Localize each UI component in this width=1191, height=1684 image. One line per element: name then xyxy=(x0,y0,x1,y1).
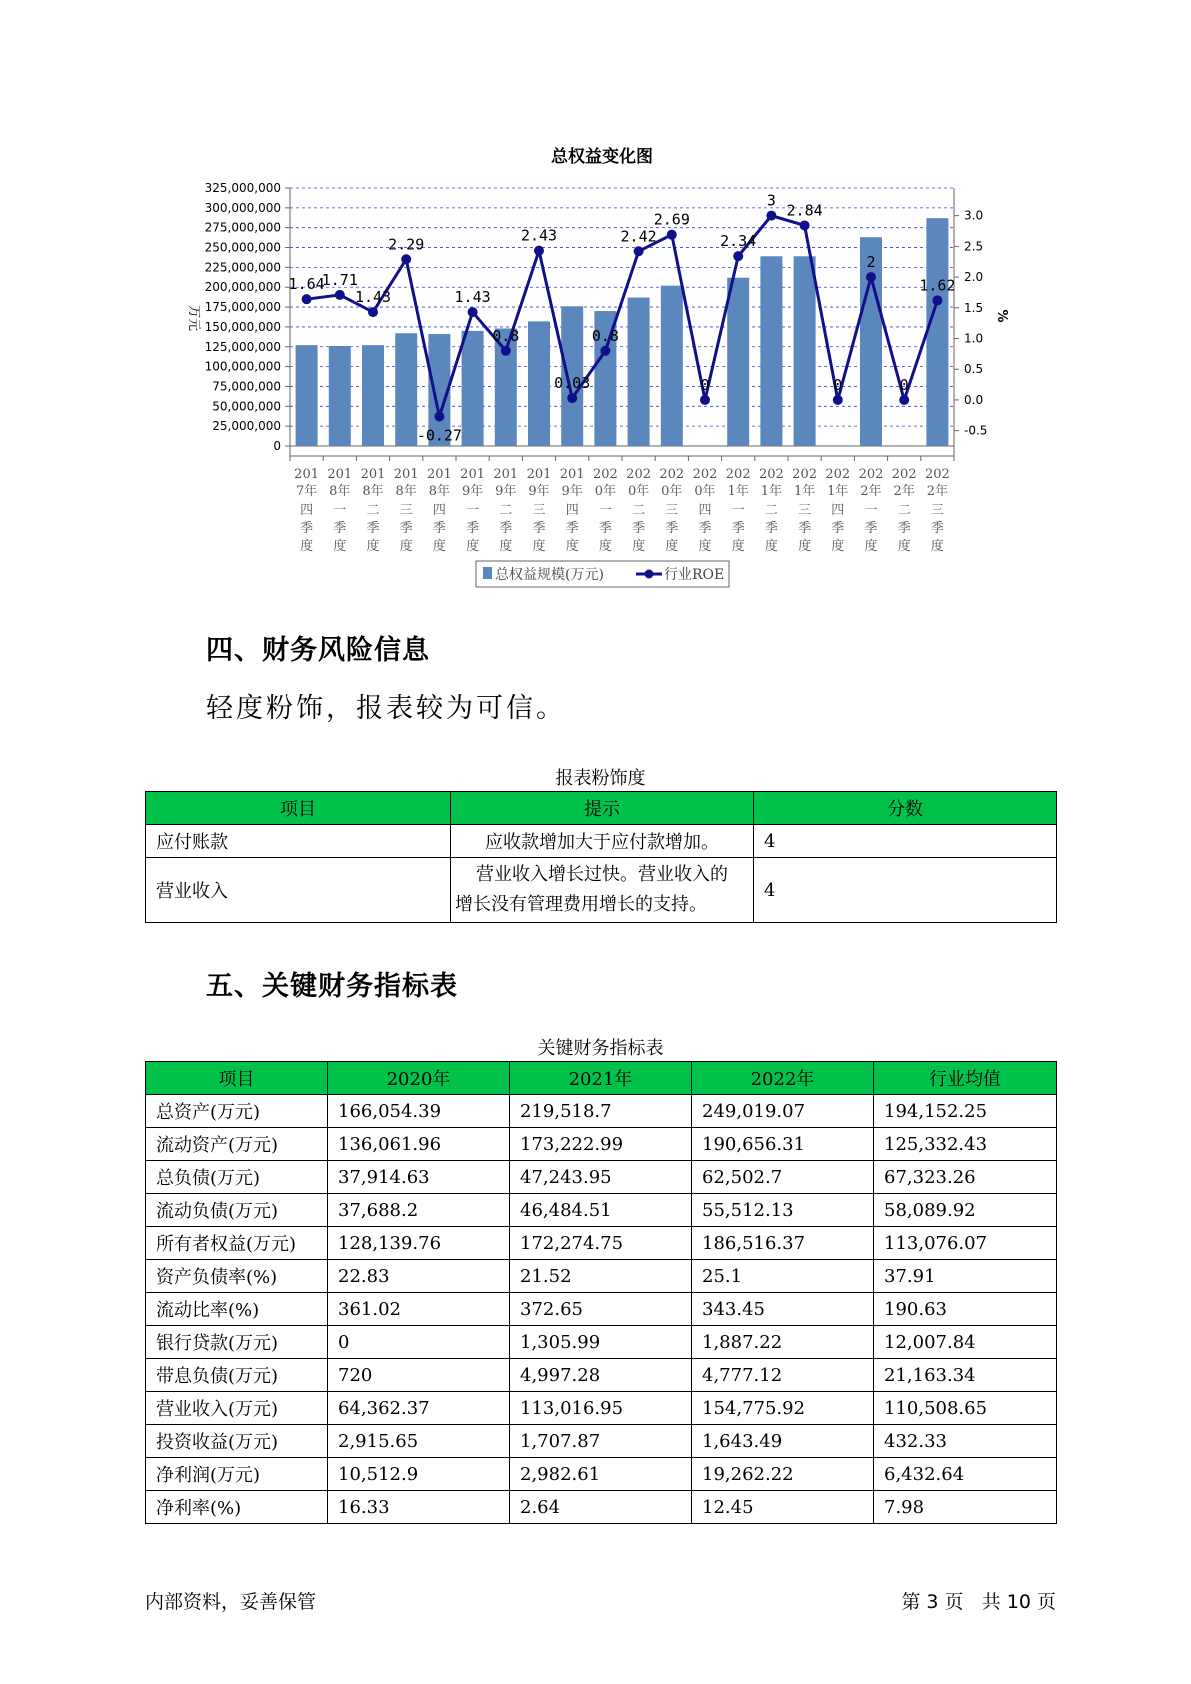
bar xyxy=(462,331,484,446)
indicator-value: 136,061.96 xyxy=(328,1128,510,1161)
roe-point xyxy=(302,294,312,304)
risk-score: 4 xyxy=(754,858,1057,923)
table-row xyxy=(146,1128,1057,1161)
indicator-value: 37,688.2 xyxy=(328,1194,510,1227)
table-row xyxy=(146,825,1057,858)
indicator-name: 净利率(%) xyxy=(146,1491,328,1524)
table-row xyxy=(146,1392,1057,1425)
y-left-tick-label: 300,000,000 xyxy=(204,200,281,215)
indicator-name: 流动资产(万元) xyxy=(146,1128,328,1161)
indicator-value: 2.64 xyxy=(510,1491,692,1524)
risk-score: 4 xyxy=(754,825,1057,858)
bar xyxy=(628,298,650,446)
x-tick-label: 度 xyxy=(565,539,579,554)
x-tick-label: 三 xyxy=(930,503,944,518)
table-row xyxy=(146,1260,1057,1293)
indicator-name: 银行贷款(万元) xyxy=(146,1326,328,1359)
indicator-value: 125,332.43 xyxy=(874,1128,1057,1161)
indicator-value: 432.33 xyxy=(874,1425,1057,1458)
x-tick-label: 8年 xyxy=(395,484,417,499)
roe-point xyxy=(634,246,644,256)
x-tick-label: 8年 xyxy=(362,484,384,499)
indicator-value: 219,518.7 xyxy=(510,1095,692,1128)
indicator-value: 113,076.07 xyxy=(874,1227,1057,1260)
indicator-value: 1,887.22 xyxy=(692,1326,874,1359)
indicator-value: 372.65 xyxy=(510,1293,692,1326)
x-tick-label: 201 xyxy=(327,467,353,482)
indicator-name: 资产负债率(%) xyxy=(146,1260,328,1293)
x-tick-label: 季 xyxy=(333,521,347,536)
x-tick-label: 季 xyxy=(399,521,413,536)
x-tick-label: 季 xyxy=(632,521,646,536)
section4-heading: 四、财务风险信息 xyxy=(206,635,430,666)
y-left-tick-label: 325,000,000 xyxy=(204,181,281,195)
indicator-value: 249,019.07 xyxy=(692,1095,874,1128)
y-left-tick-label: 200,000,000 xyxy=(204,280,281,295)
roe-data-label: 1.43 xyxy=(354,288,392,307)
y-left-tick-label: 150,000,000 xyxy=(204,319,281,334)
indicator-value: 173,222.99 xyxy=(510,1128,692,1161)
x-tick-label: 季 xyxy=(764,521,778,536)
indicator-value: 361.02 xyxy=(328,1293,510,1326)
x-tick-label: 201 xyxy=(460,467,486,482)
bar xyxy=(760,256,782,446)
x-tick-label: 度 xyxy=(499,539,513,554)
page-number: 第 3 页 共 10 页 xyxy=(901,1591,1056,1613)
bar xyxy=(329,346,351,446)
roe-data-label: 0 xyxy=(833,375,843,394)
table-row xyxy=(146,1194,1057,1227)
indicator-value: 190,656.31 xyxy=(692,1128,874,1161)
section5-heading: 五、关键财务指标表 xyxy=(206,971,458,1002)
legend-line-label: 行业ROE xyxy=(664,567,725,583)
legend-line-marker xyxy=(645,570,654,579)
indicator-value: 154,775.92 xyxy=(692,1392,874,1425)
roe-point xyxy=(866,272,876,282)
indicator-value: 194,152.25 xyxy=(874,1095,1057,1128)
roe-data-label: 2.43 xyxy=(520,226,558,245)
roe-point xyxy=(833,395,843,405)
x-tick-label: 0年 xyxy=(627,484,650,499)
indicator-value: 12.45 xyxy=(692,1491,874,1524)
y-left-tick-label: 0 xyxy=(273,439,281,453)
x-tick-label: 度 xyxy=(399,539,413,554)
roe-point xyxy=(501,346,511,356)
x-tick-label: 9年 xyxy=(528,484,550,499)
indicator-value: 16.33 xyxy=(328,1491,510,1524)
risk-header-score: 分数 xyxy=(754,792,1057,825)
indicator-value: 2,915.65 xyxy=(328,1425,510,1458)
x-tick-label: 0年 xyxy=(594,484,617,499)
x-tick-label: 季 xyxy=(466,521,480,536)
x-tick-label: 度 xyxy=(432,539,446,554)
indicator-value: 25.1 xyxy=(692,1260,874,1293)
footer-note: 内部资料，妥善保管 xyxy=(145,1591,317,1613)
roe-point xyxy=(932,295,942,305)
roe-point xyxy=(534,246,544,256)
x-tick-label: 一 xyxy=(333,503,347,518)
roe-data-label: -0.27 xyxy=(416,426,462,445)
x-tick-label: 季 xyxy=(930,521,944,536)
indicator-value: 186,516.37 xyxy=(692,1227,874,1260)
x-tick-label: 四 xyxy=(300,503,314,518)
roe-point xyxy=(899,395,909,405)
x-tick-label: 三 xyxy=(665,503,679,518)
x-tick-label: 二 xyxy=(764,503,778,518)
y-left-tick-label: 175,000,000 xyxy=(204,300,281,315)
roe-point xyxy=(600,346,610,356)
table-row xyxy=(146,858,1057,923)
x-tick-label: 度 xyxy=(598,539,612,554)
x-tick-label: 201 xyxy=(559,467,585,482)
indicator-value: 46,484.51 xyxy=(510,1194,692,1227)
x-tick-label: 201 xyxy=(360,467,386,482)
x-tick-label: 202 xyxy=(725,467,751,482)
x-tick-label: 2年 xyxy=(926,484,949,499)
risk-hint: 应收款增加大于应付款增加。 xyxy=(451,825,754,858)
roe-data-label: 0 xyxy=(700,375,710,394)
indicator-value: 172,274.75 xyxy=(510,1227,692,1260)
y-right-tick-label: 2.5 xyxy=(964,239,984,254)
indicator-value: 1,305.99 xyxy=(510,1326,692,1359)
indicator-value: 62,502.7 xyxy=(692,1161,874,1194)
y-left-tick-label: 75,000,000 xyxy=(212,379,281,394)
risk-item: 应付账款 xyxy=(146,825,451,858)
x-tick-label: 0年 xyxy=(694,484,716,499)
legend-bar-swatch xyxy=(483,567,492,579)
bar xyxy=(727,278,749,446)
x-tick-label: 季 xyxy=(831,521,845,536)
x-tick-label: 7年 xyxy=(295,484,318,499)
indicator-name: 营业收入(万元) xyxy=(146,1392,328,1425)
indicator-value: 113,016.95 xyxy=(510,1392,692,1425)
roe-data-label: 0.03 xyxy=(554,374,591,393)
roe-data-label: 1.62 xyxy=(919,276,956,295)
bar xyxy=(794,256,816,446)
x-tick-label: 8年 xyxy=(329,484,351,499)
x-tick-label: 季 xyxy=(864,521,878,536)
roe-data-label: 0.8 xyxy=(591,326,619,345)
roe-data-label: 2.34 xyxy=(720,232,757,251)
x-tick-label: 9年 xyxy=(495,484,517,499)
x-tick-label: 201 xyxy=(493,467,519,482)
x-tick-label: 度 xyxy=(665,539,679,554)
roe-point xyxy=(667,230,677,240)
table-row xyxy=(146,1095,1057,1128)
indicator-value: 4,997.28 xyxy=(510,1359,692,1392)
indicator-value: 58,089.92 xyxy=(874,1194,1057,1227)
y-left-tick-label: 50,000,000 xyxy=(212,399,281,414)
roe-data-label: 3 xyxy=(766,191,776,210)
x-tick-label: 度 xyxy=(930,539,944,554)
indicator-value: 21,163.34 xyxy=(874,1359,1057,1392)
x-tick-label: 一 xyxy=(864,503,878,518)
x-tick-label: 2年 xyxy=(893,484,915,499)
indicator-value: 166,054.39 xyxy=(328,1095,510,1128)
x-tick-label: 季 xyxy=(432,521,446,536)
x-tick-label: 201 xyxy=(294,467,320,482)
x-tick-label: 度 xyxy=(897,539,911,554)
roe-data-label: 2.42 xyxy=(620,227,657,246)
x-tick-label: 一 xyxy=(598,503,612,518)
roe-point xyxy=(401,254,411,264)
roe-data-label: 2.69 xyxy=(653,210,690,229)
x-tick-label: 202 xyxy=(825,467,851,482)
roe-point xyxy=(335,290,345,300)
table-row xyxy=(146,1458,1057,1491)
x-tick-label: 8年 xyxy=(428,484,451,499)
x-tick-label: 季 xyxy=(698,521,712,536)
x-tick-label: 季 xyxy=(665,521,679,536)
x-tick-label: 度 xyxy=(798,539,812,554)
y-right-label: % xyxy=(994,309,1009,323)
x-tick-label: 度 xyxy=(864,539,878,554)
roe-data-label: 2 xyxy=(866,253,876,272)
x-tick-label: 季 xyxy=(565,521,579,536)
x-tick-label: 度 xyxy=(532,539,546,554)
x-tick-label: 9年 xyxy=(561,484,583,499)
risk-summary: 轻度粉饰，报表较为可信。 xyxy=(206,693,566,724)
bar xyxy=(395,333,417,446)
roe-point xyxy=(567,393,577,403)
y-right-tick-label: 1.5 xyxy=(964,300,984,315)
x-tick-label: 四 xyxy=(565,503,579,518)
equity-chart xyxy=(0,0,1191,600)
indicator-name: 所有者权益(万元) xyxy=(146,1227,328,1260)
indicator-value: 37.91 xyxy=(874,1260,1057,1293)
legend-bar-label: 总权益规模(万元) xyxy=(495,567,604,583)
x-tick-label: 202 xyxy=(891,467,917,482)
indicator-value: 55,512.13 xyxy=(692,1194,874,1227)
indicator-name: 流动负债(万元) xyxy=(146,1194,328,1227)
x-tick-label: 202 xyxy=(758,467,784,482)
x-tick-label: 三 xyxy=(399,503,413,518)
x-tick-label: 1年 xyxy=(827,484,849,499)
x-tick-label: 202 xyxy=(692,467,718,482)
bar xyxy=(296,345,318,446)
roe-point xyxy=(468,307,478,317)
roe-point xyxy=(700,395,710,405)
y-right-tick-label: 1.0 xyxy=(964,331,984,346)
y-left-tick-label: 125,000,000 xyxy=(204,339,281,354)
x-tick-label: 二 xyxy=(499,503,513,518)
x-tick-label: 度 xyxy=(333,539,347,554)
roe-data-label: 2.29 xyxy=(388,235,425,254)
indicator-value: 4,777.12 xyxy=(692,1359,874,1392)
roe-point xyxy=(368,307,378,317)
indicator-name: 总负债(万元) xyxy=(146,1161,328,1194)
bar xyxy=(926,218,948,446)
roe-point xyxy=(766,211,776,221)
indicator-header-4: 行业均值 xyxy=(874,1062,1057,1095)
x-tick-label: 202 xyxy=(858,467,884,482)
x-tick-label: 度 xyxy=(764,539,778,554)
indicator-value: 7.98 xyxy=(874,1491,1057,1524)
indicator-value: 64,362.37 xyxy=(328,1392,510,1425)
indicator-value: 47,243.95 xyxy=(510,1161,692,1194)
x-tick-label: 四 xyxy=(432,503,446,518)
table-row xyxy=(146,1359,1057,1392)
x-tick-label: 0年 xyxy=(661,484,683,499)
x-tick-label: 1年 xyxy=(793,484,816,499)
y-left-tick-label: 275,000,000 xyxy=(204,220,281,235)
roe-data-label: 2.84 xyxy=(786,201,823,220)
roe-point xyxy=(434,412,444,422)
bar xyxy=(528,321,550,446)
indicator-value: 1,707.87 xyxy=(510,1425,692,1458)
indicator-value: 128,139.76 xyxy=(328,1227,510,1260)
indicator-header-1: 2020年 xyxy=(328,1062,510,1095)
indicator-name: 投资收益(万元) xyxy=(146,1425,328,1458)
x-tick-label: 季 xyxy=(897,521,911,536)
risk-header-item: 项目 xyxy=(146,792,451,825)
y-right-tick-label: 2.0 xyxy=(964,270,984,285)
x-tick-label: 季 xyxy=(532,521,546,536)
table-row xyxy=(146,1161,1057,1194)
y-right-tick-label: 0.5 xyxy=(964,362,984,377)
indicator-name: 总资产(万元) xyxy=(146,1095,328,1128)
indicator-value: 21.52 xyxy=(510,1260,692,1293)
indicator-value: 720 xyxy=(328,1359,510,1392)
x-tick-label: 度 xyxy=(831,539,845,554)
table-row xyxy=(146,1425,1057,1458)
table-row xyxy=(146,1326,1057,1359)
indicator-value: 1,643.49 xyxy=(692,1425,874,1458)
indicator-value: 67,323.26 xyxy=(874,1161,1057,1194)
table-row xyxy=(146,1293,1057,1326)
x-tick-label: 201 xyxy=(526,467,552,482)
y-left-tick-label: 100,000,000 xyxy=(204,359,281,374)
x-tick-label: 四 xyxy=(831,503,845,518)
indicator-header-0: 项目 xyxy=(146,1062,328,1095)
table-row xyxy=(146,1227,1057,1260)
risk-table xyxy=(145,791,1057,923)
x-tick-label: 201 xyxy=(426,467,452,482)
x-tick-label: 度 xyxy=(366,539,380,554)
x-tick-label: 度 xyxy=(698,539,712,554)
y-left-label: 万元 xyxy=(186,304,201,332)
y-right-tick-label: -0.5 xyxy=(964,423,988,438)
y-left-tick-label: 25,000,000 xyxy=(212,419,281,434)
x-tick-label: 度 xyxy=(300,539,314,554)
x-tick-label: 二 xyxy=(366,503,380,518)
x-tick-label: 三 xyxy=(532,503,546,518)
x-tick-label: 一 xyxy=(731,503,745,518)
bar xyxy=(362,345,384,446)
y-right-tick-label: 3.0 xyxy=(964,208,984,223)
x-tick-label: 度 xyxy=(632,539,646,554)
x-tick-label: 202 xyxy=(924,467,950,482)
x-tick-label: 季 xyxy=(366,521,380,536)
x-tick-label: 二 xyxy=(897,503,911,518)
x-tick-label: 季 xyxy=(300,521,314,536)
x-tick-label: 季 xyxy=(598,521,612,536)
roe-point xyxy=(800,220,810,230)
x-tick-label: 季 xyxy=(798,521,812,536)
indicator-name: 净利润(万元) xyxy=(146,1458,328,1491)
indicator-header-3: 2022年 xyxy=(692,1062,874,1095)
x-tick-label: 二 xyxy=(632,503,646,518)
roe-data-label: 0 xyxy=(899,375,909,394)
x-tick-label: 季 xyxy=(731,521,745,536)
risk-item: 营业收入 xyxy=(146,858,451,923)
chart-title: 总权益变化图 xyxy=(551,147,653,167)
indicator-value: 37,914.63 xyxy=(328,1161,510,1194)
indicator-value: 19,262.22 xyxy=(692,1458,874,1491)
roe-data-label: 0.8 xyxy=(492,326,520,345)
x-tick-label: 度 xyxy=(466,539,480,554)
x-tick-label: 202 xyxy=(792,467,818,482)
indicator-value: 343.45 xyxy=(692,1293,874,1326)
y-left-tick-label: 225,000,000 xyxy=(204,260,281,275)
y-right-tick-label: 0.0 xyxy=(964,392,984,407)
x-tick-label: 1年 xyxy=(760,484,783,499)
indicator-table xyxy=(145,1061,1057,1524)
risk-header-hint: 提示 xyxy=(451,792,754,825)
roe-data-label: 1.64 xyxy=(288,275,325,294)
x-tick-label: 度 xyxy=(731,539,745,554)
x-tick-label: 四 xyxy=(698,503,712,518)
roe-data-label: 1.71 xyxy=(321,270,358,289)
indicator-name: 带息负债(万元) xyxy=(146,1359,328,1392)
bar xyxy=(661,286,683,446)
x-tick-label: 三 xyxy=(798,503,812,518)
indicator-value: 0 xyxy=(328,1326,510,1359)
roe-data-label: 1.43 xyxy=(454,288,491,307)
x-tick-label: 202 xyxy=(592,467,618,482)
indicator-value: 2,982.61 xyxy=(510,1458,692,1491)
indicator-value: 10,512.9 xyxy=(328,1458,510,1491)
indicator-value: 190.63 xyxy=(874,1293,1057,1326)
risk-hint: 营业收入增长过快。营业收入的 增长没有管理费用增长的支持。 xyxy=(451,858,754,923)
indicator-value: 110,508.65 xyxy=(874,1392,1057,1425)
roe-point xyxy=(733,251,743,261)
indicator-value: 6,432.64 xyxy=(874,1458,1057,1491)
x-tick-label: 季 xyxy=(499,521,513,536)
risk-table-caption: 报表粉饰度 xyxy=(555,768,646,789)
indicator-value: 12,007.84 xyxy=(874,1326,1057,1359)
x-tick-label: 1年 xyxy=(727,484,749,499)
x-tick-label: 202 xyxy=(659,467,685,482)
x-tick-label: 一 xyxy=(466,503,480,518)
indicator-name: 流动比率(%) xyxy=(146,1293,328,1326)
table-row xyxy=(146,1491,1057,1524)
indicator-header-2: 2021年 xyxy=(510,1062,692,1095)
x-tick-label: 201 xyxy=(393,467,419,482)
x-tick-label: 2年 xyxy=(860,484,882,499)
x-tick-label: 202 xyxy=(626,467,652,482)
indicator-table-caption: 关键财务指标表 xyxy=(537,1038,664,1059)
indicator-value: 22.83 xyxy=(328,1260,510,1293)
y-left-tick-label: 250,000,000 xyxy=(204,240,281,255)
x-tick-label: 9年 xyxy=(461,484,484,499)
